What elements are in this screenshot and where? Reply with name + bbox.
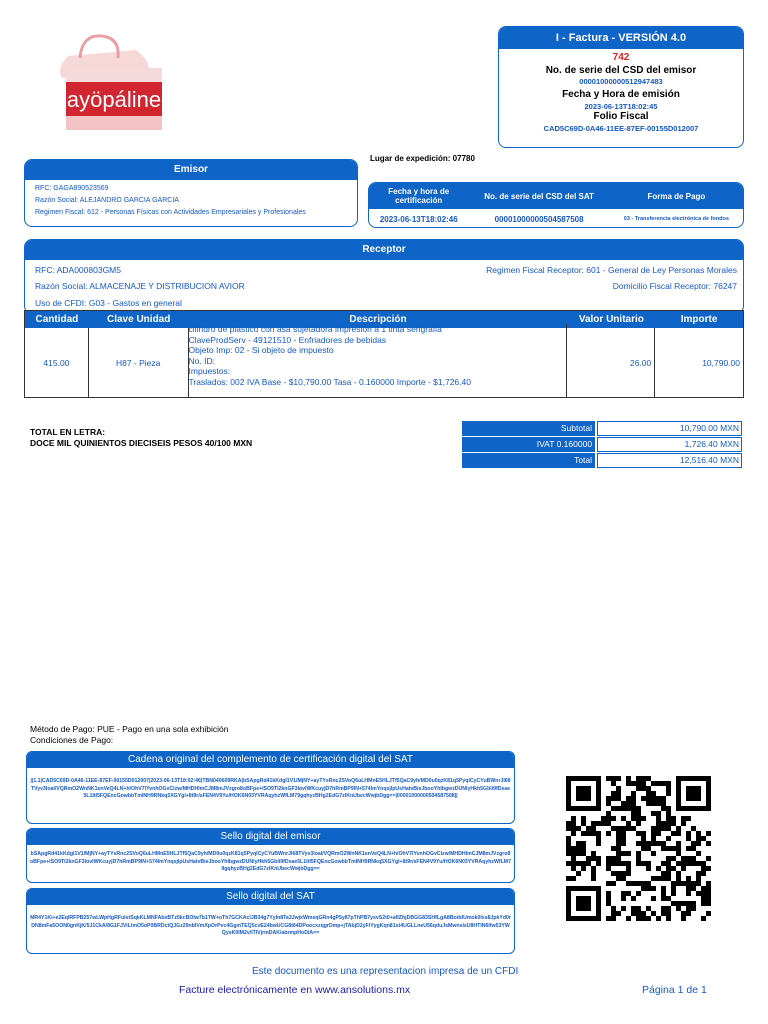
total-row: [462, 453, 742, 468]
cell-descripcion: [189, 324, 568, 397]
subtotal-row: [462, 421, 742, 436]
folio-fiscal-value: CAD5C69D-0A46-11EE-87EF-00155D012007: [543, 123, 699, 133]
svg-text:ayöpáline: ayöpáline: [66, 87, 162, 112]
cfdi-disclaimer: Este documento es una representacion impresa de un CFDI: [252, 966, 519, 977]
cadena-original-text: ||1.1|CAD5C69D-0A46-11EE-87EF-00155D012007|2023-06-13T18:02:46|TBN040609RKA|bSApgRd41kKdgI1V1/MjNY+ayTYsRnc2SVoQ6uLHMnE5HLJTf5QaC9yh/MD0u0qzK81q5PyqlCyCYuBWnrJI68TVyv3loal/VQRmO2WnNK1enVeQ4LN+h/OhV7lYvnhOGvClzw/MHDHImCJM8mJVzgro8oBFpe+ISO9Tl2knGF3lovlWKcuyjD7hRmBP9lN+574lmYnqsjlpUsHatvBieJbooYhIbgwzDUNlyHkh5Gbli9fDsae5L1ItI5FQEncGowbbTmINH9RNkq5XGYgl+8t9r/sFEN4V9Yu/HOK6N03YVRAqyhzWfLM79gqhyzBHg2EdG7zlKnUbecWwjbDgg==|00001000000504587508||: [30, 778, 511, 800]
subtotal-label: Subtotal: [462, 421, 595, 436]
csd-emisor-value: 00001000000512947483: [579, 77, 663, 86]
sello-sat-title: Sello digital del SAT: [27, 889, 514, 905]
fecha-emision-value: 2023-06-13T18:02:45: [584, 101, 658, 111]
sello-emisor-text: bSApgRd41kKdgI1V1/MjNY+ayTYsRnc2SVoQ6uLHMnE5HLJTf5QaC9yh/MD0u0qzK81q5PyqlCyCYuBWnrJI68TVyv3loal/VQRmO2WnNK1enVeQ4LN+h/OhV7lYvnhOGvClzw/MHDHImCJM8mJVzgro8oBFpe+ISO9Tl2knGF3lovlWKcuyjD7hRmBP9lN+574lmYnqsjlpUsHatvBieJbooYhIbgwzDUNlyHkh5Gbli9fDsae5L1ItI5FQEncGowbbTmINH9RNkq5XGYgl+8t9r/sFEN4V9Yu/HOK6N03YVRAqyhzWfLM79gqhyzBHg2EdG7zlKnUbecWwjbDgg==: [30, 851, 511, 873]
condiciones-pago: Condiciones de Pago:: [30, 735, 114, 746]
desc-line: cilindro de plastico con asa sujetadora impresion a 1 tinta serigrafia: [188, 324, 442, 334]
receptor-box: [24, 239, 744, 314]
th-cantidad: Cantidad: [35, 314, 79, 325]
totales-table: [462, 421, 742, 469]
cadena-original-box: [26, 751, 515, 824]
iva-row: [462, 437, 742, 452]
serie-sat-value: 00001000000504587508: [494, 214, 584, 224]
lugar-expedicion: Lugar de expedición: 07780: [370, 154, 475, 163]
qr-code: [566, 776, 711, 921]
desc-line: Impuestos:: [188, 366, 231, 376]
iva-label: IVAT 0.160000: [462, 437, 595, 452]
receptor-domicilio: Domicilio Fiscal Receptor: 76247: [612, 281, 737, 291]
csd-emisor-label: No. de serie del CSD del emisor: [545, 64, 697, 76]
metodo-pago-block: [30, 724, 228, 746]
receptor-razon-social: Razón Social: ALMACENAJE Y DISTRIBUCION AVIOR: [35, 281, 245, 291]
sello-sat-text: MR4Y1Ki+e2EqlRFPB257wLWpHgRFuIstSqkKLMNFAbxBTz5kcBOlw7b1TW+oTh7GCKAclJB34g7YyIn8Ta3JwjxWmsqGRn4gP5y87pThPB7ysvS2t0+afIZhjDBGG83SHfLgA8BoddUmok0lxs8JpkYd0rDN8mFa5OON0gnKjK/5J1CkA/8G1FJViLlmO5oP0BRDctQJGz29nblVmXpOrPvc4GgmTEQ5cvE24bwUCG8t64DPoocxzqgrDmp+jTAbjD2yFiYygKqn81st4UGLLneU56qduJsMwnsIsU8HTIN6Ifw53YWQysK0lM2v/lTIVjrmDAK/abrmpHoDiA==: [30, 915, 511, 937]
receptor-regimen: Regimen Fiscal Receptor: 601 - General de Ley Personas Morales: [486, 265, 737, 275]
col-serie-sat: No. de serie del CSD del SAT: [484, 191, 594, 201]
receptor-rfc: RFC: ADA000803GM5: [35, 265, 121, 275]
subtotal-value: 10,790.00 MXN: [597, 421, 742, 436]
table-row: [25, 324, 743, 397]
sello-sat-box: [26, 888, 515, 954]
cell-importe: 10,790.00: [702, 357, 741, 368]
receptor-uso-cfdi: Uso de CFDI: G03 - Gastos en general: [35, 298, 182, 308]
th-descripcion: Descripción: [349, 314, 407, 325]
fecha-certificacion-value: 2023-06-13T18:02:46: [379, 214, 458, 224]
emisor-box: [24, 159, 358, 227]
total-value: 12,516.40 MXN: [597, 453, 742, 468]
fecha-emision-label: Fecha y Hora de emisión: [562, 89, 680, 101]
desc-line: Objeto Imp: 02 - Si objeto de impuesto: [188, 345, 334, 355]
factura-info-box: [498, 26, 744, 148]
desc-line: Traslados: 002 IVA Base - $10,790.00 Tasa - 0.160000 Importe - $1,726.40: [188, 376, 471, 387]
sello-emisor-box: [26, 828, 515, 883]
receptor-title: Receptor: [25, 240, 743, 260]
desc-line: ClaveProdServ - 49121510 - Enfriadores de bebidas: [188, 334, 387, 345]
forma-pago-value: 03 - Transferencia electrónica de fondos: [623, 216, 729, 222]
conceptos-table: [24, 310, 744, 398]
factura-title: I - Factura - VERSIÓN 4.0: [499, 27, 743, 49]
emisor-rfc: RFC: GAGA890523569: [35, 185, 109, 192]
cell-clave-unidad: H87 - Pieza: [89, 328, 189, 397]
folio-number: 742: [612, 52, 630, 63]
cell-cantidad: 415.00: [25, 328, 89, 397]
page-number: Página 1 de 1: [642, 984, 707, 996]
timbrado-table: [368, 182, 744, 228]
iva-value: 1,726.40 MXN: [597, 437, 742, 452]
th-importe: Importe: [680, 314, 718, 325]
col-fecha-certificacion: Fecha y hora de certificación: [388, 187, 450, 205]
emisor-razon-social: Razón Social: ALEJANDRO GARCIA GARCIA: [35, 197, 179, 204]
total-label: Total: [462, 453, 595, 468]
sello-emisor-title: Sello digital del emisor: [27, 829, 514, 845]
col-forma-pago: Forma de Pago: [647, 191, 706, 201]
total-letra-value: DOCE MIL QUINIENTOS DIECISEIS PESOS 40/100 MXN: [30, 437, 253, 448]
company-logo: [40, 28, 190, 138]
factura-link-text[interactable]: Facture electrónicamente en www.ansolutions.mx: [179, 984, 411, 996]
emisor-title: Emisor: [25, 160, 357, 180]
emisor-regimen: Regimen Fiscal: 612 - Personas Físicas con Actividades Empresariales y Profesionales: [35, 209, 306, 216]
cadena-original-title: Cadena original del complemento de certificación digital del SAT: [27, 752, 514, 768]
metodo-pago: Método de Pago: PUE - Pago en una sola exhibición: [30, 724, 229, 734]
th-valor-unitario: Valor Unitario: [578, 314, 644, 325]
desc-line: No. ID:: [188, 355, 215, 366]
folio-fiscal-label: Folio Fiscal: [593, 111, 649, 123]
cell-valor-unitario: 26.00: [567, 328, 655, 397]
total-en-letra: [30, 427, 252, 448]
th-clave-unidad: Clave Unidad: [107, 314, 171, 325]
total-letra-label: TOTAL EN LETRA:: [30, 427, 106, 437]
